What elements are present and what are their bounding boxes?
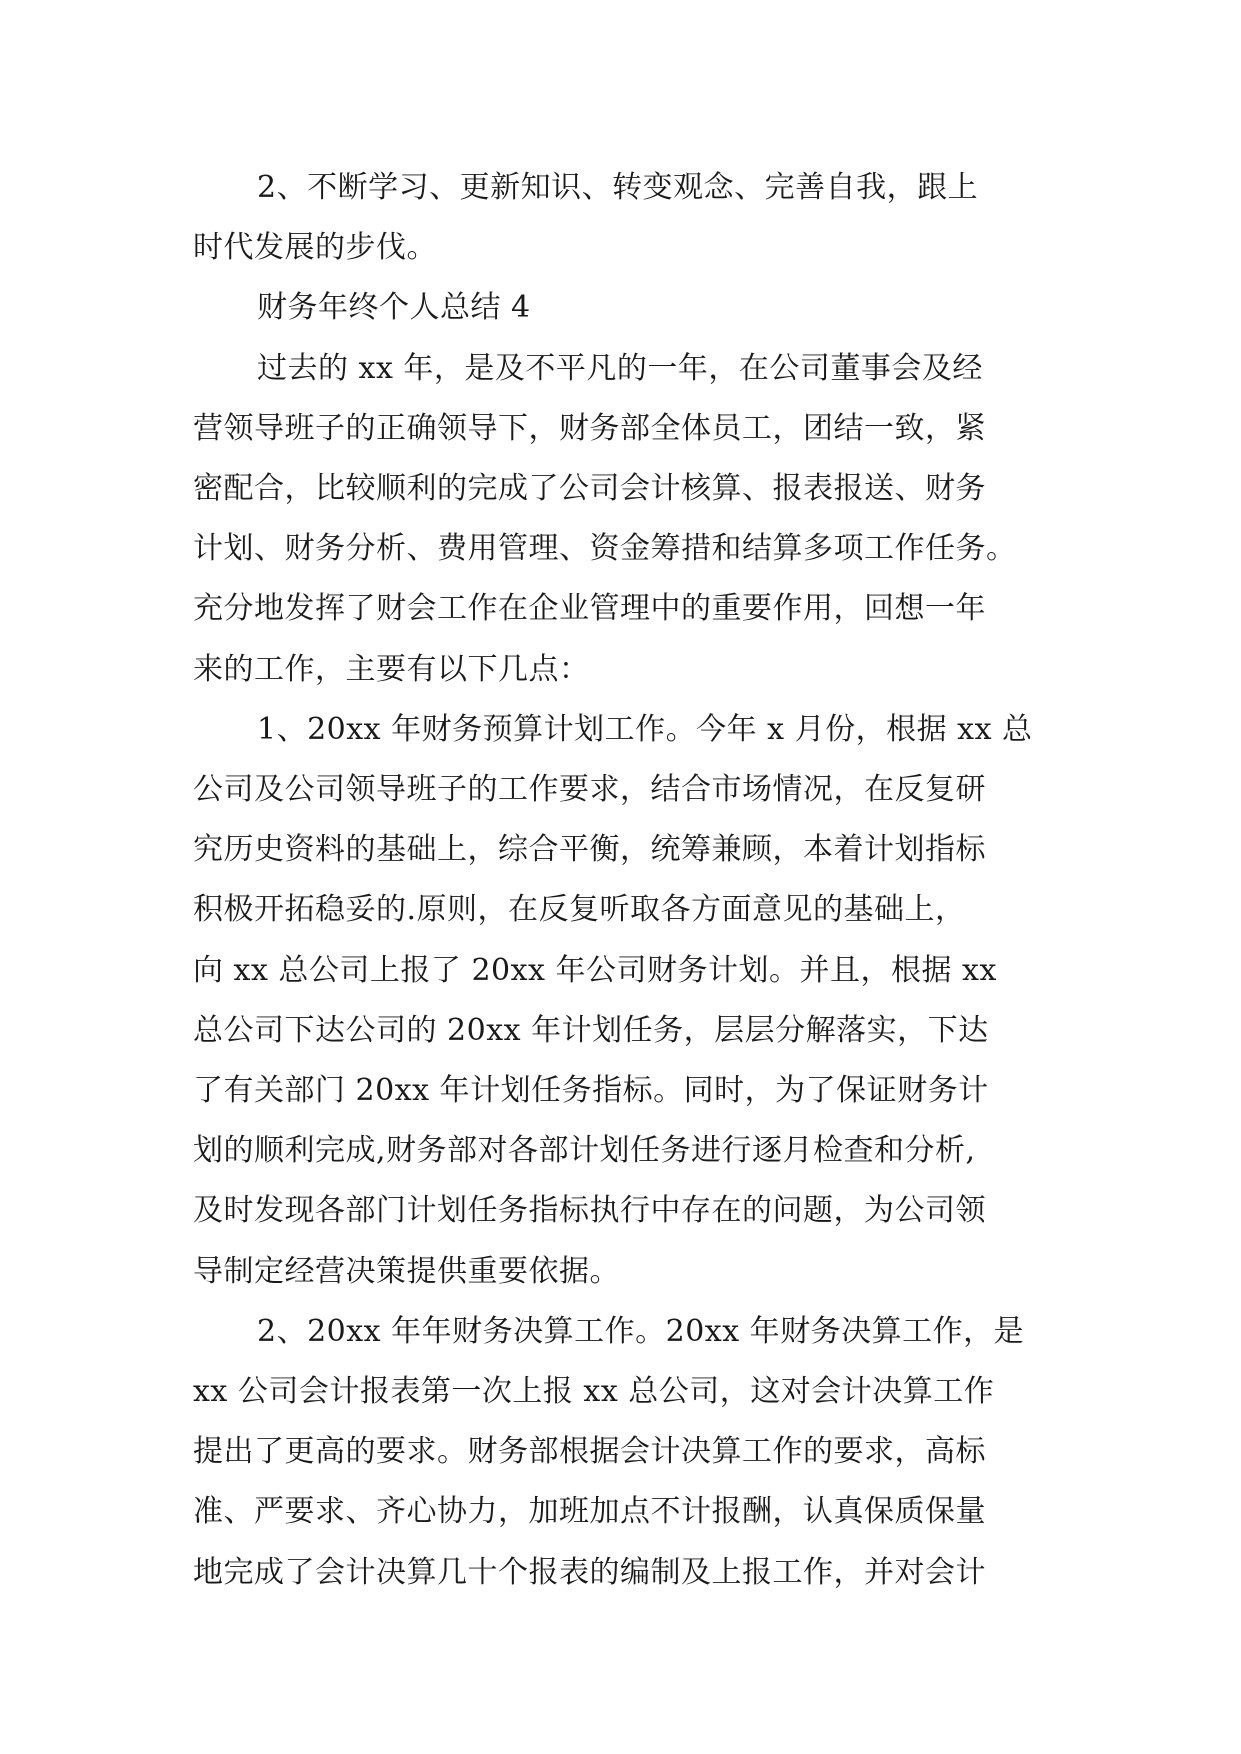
paragraph xyxy=(193,1302,1055,1603)
text-line: 积极开拓稳妥的.原则，在反复听取各方面意见的基础上， xyxy=(193,892,966,928)
text-line: 准、严要求、齐心协力，加班加点不计报酬，认真保质保量 xyxy=(193,1494,986,1530)
text-line: 导制定经营决策提供重要依据。 xyxy=(193,1253,620,1289)
text-line: 2、不断学习、更新知识、转变观念、完善自我，跟上 xyxy=(257,170,979,205)
paragraph xyxy=(193,700,1055,1302)
paragraph xyxy=(193,278,1055,338)
text-line: 2、20xx 年年财务决算工作。20xx 年财务决算工作，是 xyxy=(257,1313,1025,1349)
text-line: 营领导班子的正确领导下，财务部全体员工，团结一致，紧 xyxy=(193,410,986,446)
text-line: 提出了更高的要求。财务部根据会计决算工作的要求，高标 xyxy=(193,1434,986,1470)
text-line: 密配合，比较顺利的完成了公司会计核算、报表报送、财务 xyxy=(193,471,986,507)
text-line: 划的顺利完成,财务部对各部计划任务进行逐月检查和分析, xyxy=(193,1133,976,1169)
text-line: 公司及公司领导班子的工作要求，结合市场情况，在反复研 xyxy=(193,772,986,808)
text-line: 向 xx 总公司上报了 20xx 年公司财务计划。并且，根据 xx xyxy=(193,952,997,988)
paragraph xyxy=(193,339,1055,700)
text-line: 地完成了会计决算几十个报表的编制及上报工作，并对会计 xyxy=(193,1554,986,1590)
text-line: 过去的 xx 年，是及不平凡的一年，在公司董事会及经 xyxy=(257,350,983,386)
text-line: 计划、财务分析、费用管理、资金筹措和结算多项工作任务。 xyxy=(193,531,1017,567)
text-line: xx 公司会计报表第一次上报 xx 总公司，这对会计决算工作 xyxy=(193,1374,995,1410)
text-line: 1、20xx 年财务预算计划工作。今年 x 月份，根据 xx 总 xyxy=(257,711,1033,747)
text-line: 了有关部门 20xx 年计划任务指标。同时，为了保证财务计 xyxy=(193,1073,989,1109)
text-line: 及时发现各部门计划任务指标执行中存在的问题，为公司领 xyxy=(193,1193,986,1229)
text-line: 财务年终个人总结 4 xyxy=(257,290,531,326)
document-body xyxy=(193,158,1055,1603)
text-line: 究历史资料的基础上，综合平衡，统筹兼顾，本着计划指标 xyxy=(193,832,986,868)
text-line: 来的工作，主要有以下几点： xyxy=(193,651,590,687)
text-line: 时代发展的步伐。 xyxy=(193,230,437,266)
text-line: 总公司下达公司的 20xx 年计划任务，层层分解落实，下达 xyxy=(193,1012,989,1048)
text-line: 充分地发挥了财会工作在企业管理中的重要作用，回想一年 xyxy=(193,591,986,627)
paragraph xyxy=(193,158,1055,278)
